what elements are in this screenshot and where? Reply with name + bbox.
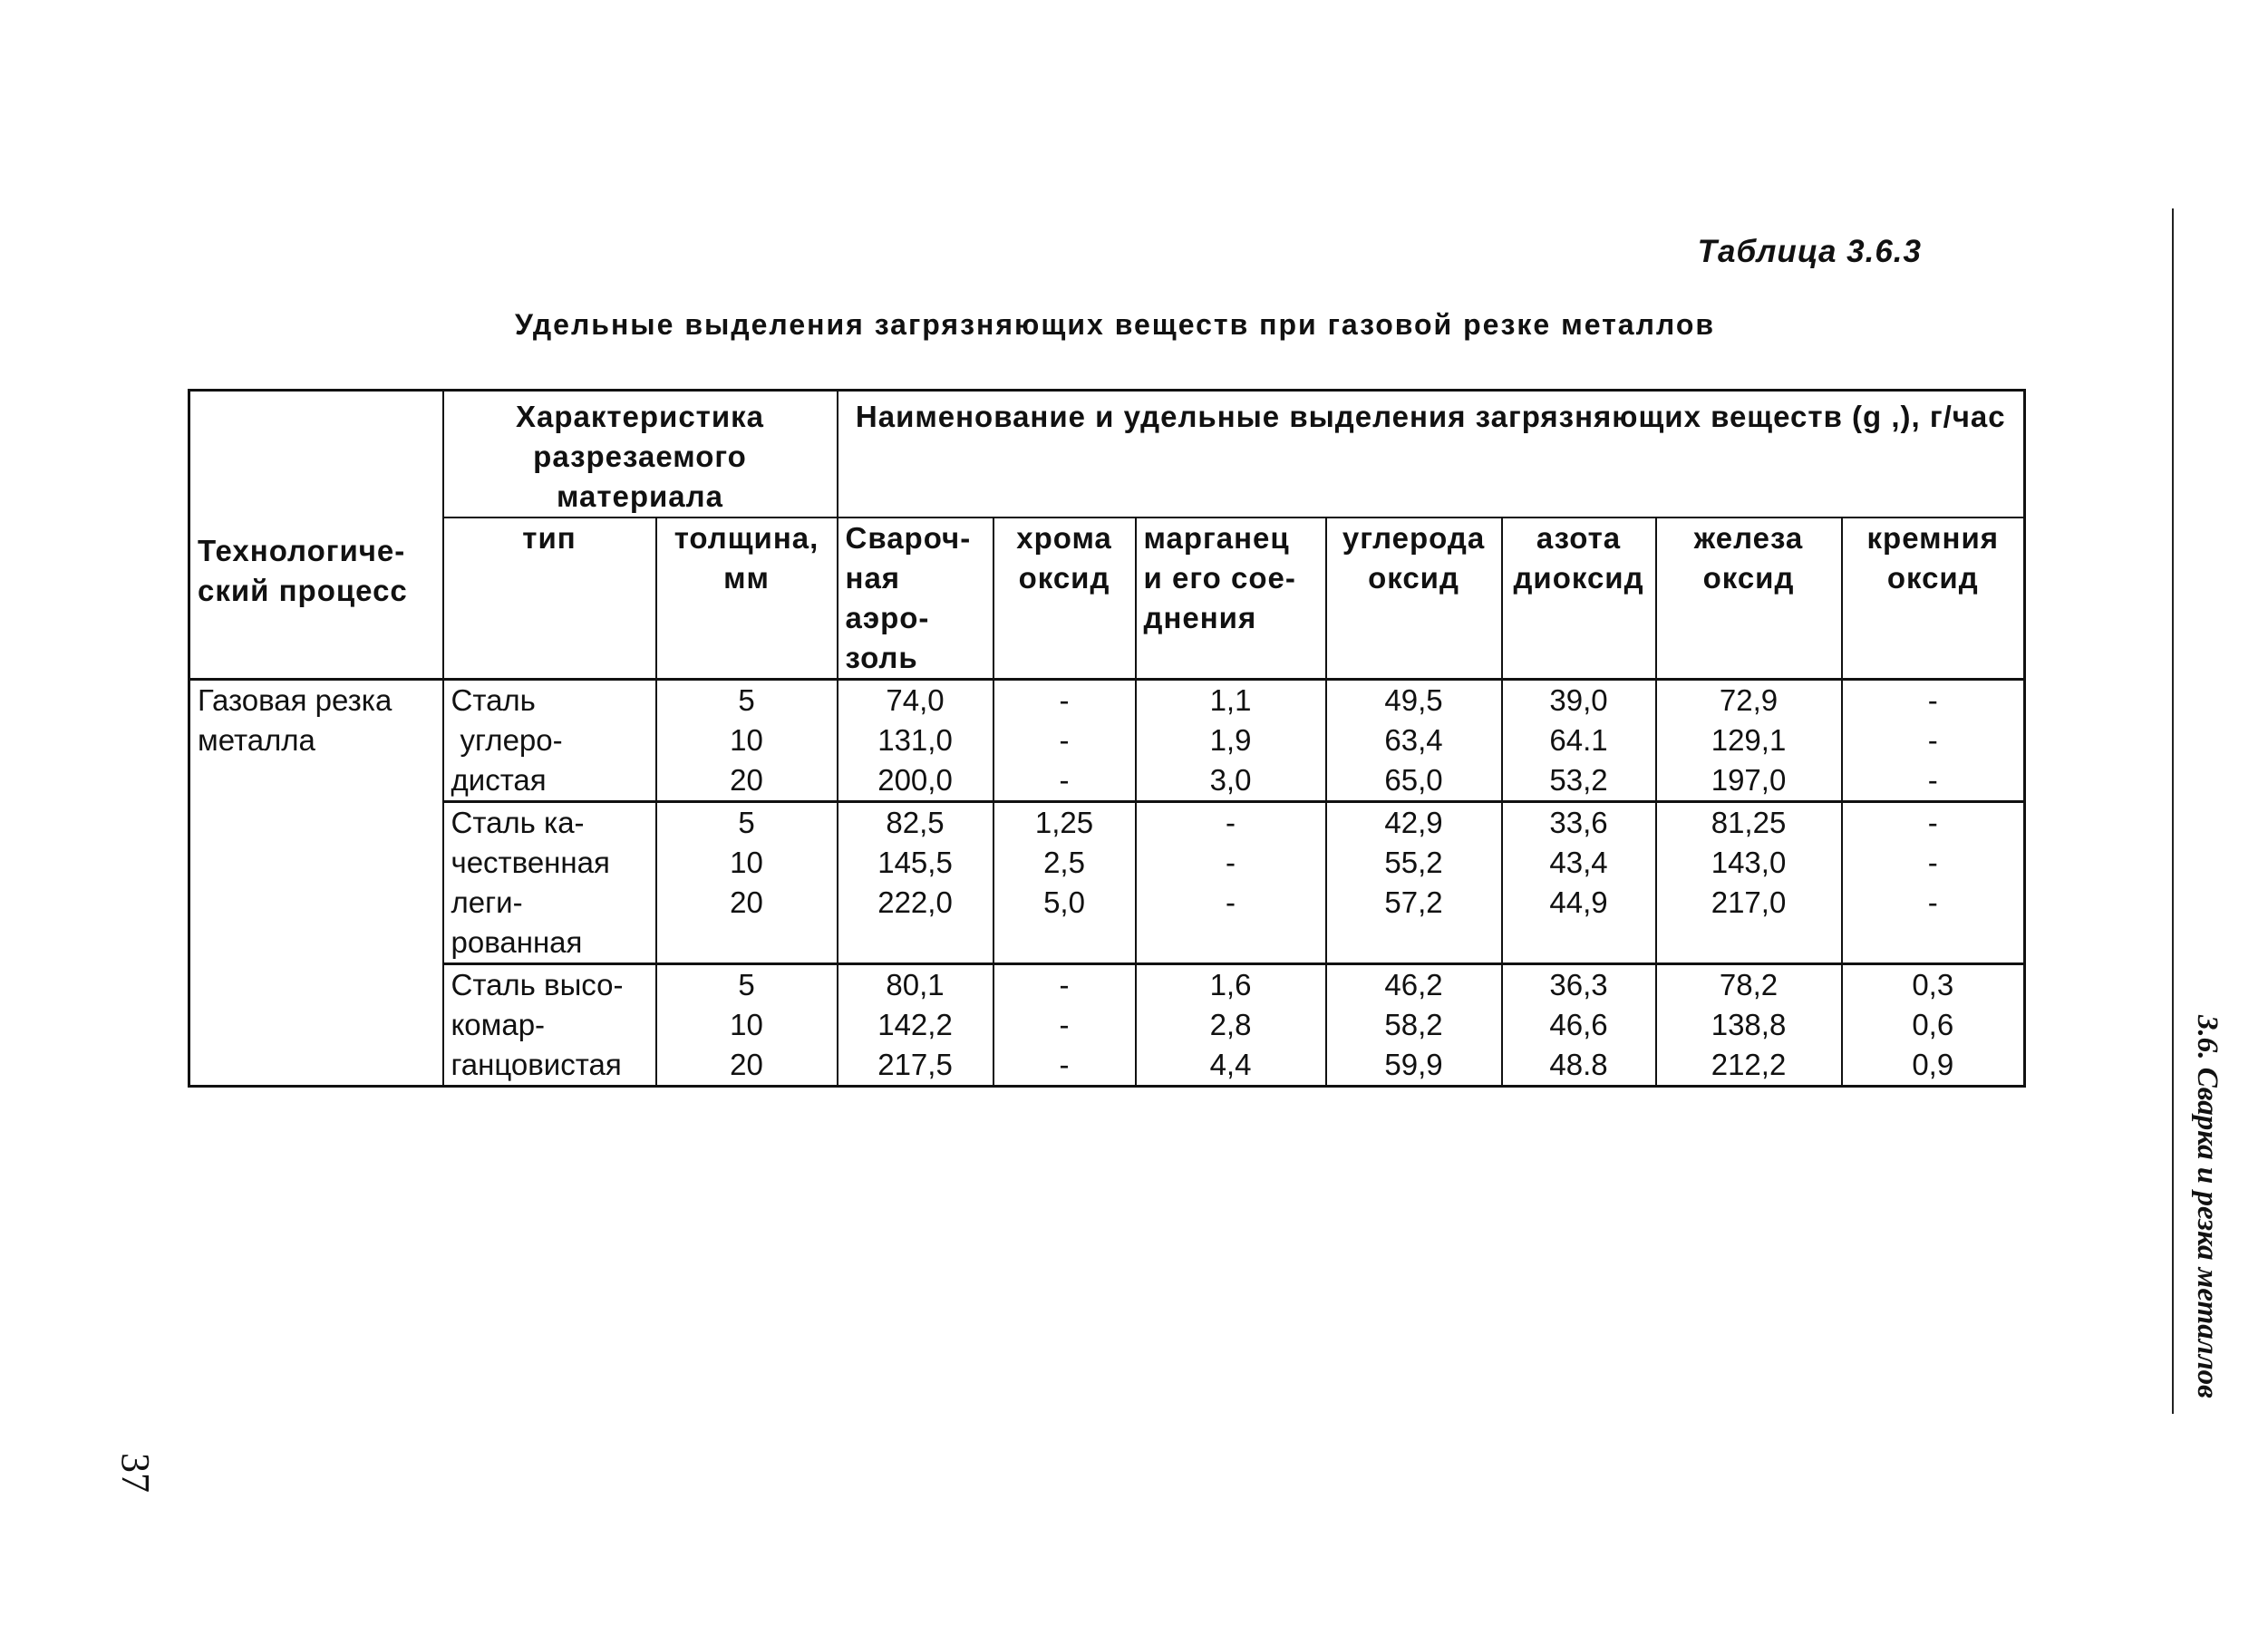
aerosol-cell: 80,1 [838, 964, 993, 1006]
silicon-cell: - [1842, 883, 2025, 964]
aerosol-cell: 222,0 [838, 883, 993, 964]
nitrogen-cell: 33,6 [1502, 802, 1656, 844]
silicon-cell: - [1842, 760, 2025, 802]
material-line: дистая [443, 760, 656, 802]
thickness-cell: 5 [656, 680, 838, 721]
material-line: Сталь [443, 680, 656, 721]
side-margin-rule [2172, 208, 2174, 1414]
iron-cell: 78,2 [1656, 964, 1842, 1006]
manganese-cell: 4,4 [1136, 1045, 1326, 1087]
header-manganese: марганец и его сое-днения [1136, 517, 1326, 680]
manganese-cell: 1,6 [1136, 964, 1326, 1006]
header-nitrogen: азота диоксид [1502, 517, 1656, 680]
manganese-cell: 3,0 [1136, 760, 1326, 802]
chromium-cell: 5,0 [993, 883, 1136, 964]
iron-cell: 143,0 [1656, 843, 1842, 883]
silicon-cell: 0,9 [1842, 1045, 2025, 1087]
nitrogen-cell: 43,4 [1502, 843, 1656, 883]
thickness-cell: 5 [656, 802, 838, 844]
thickness-cell: 20 [656, 883, 838, 964]
silicon-cell: - [1842, 843, 2025, 883]
table-title: Удельные выделения загрязняющих веществ при газовой резке металлов [514, 308, 1716, 341]
carbon-cell: 63,4 [1326, 721, 1502, 760]
thickness-cell: 20 [656, 1045, 838, 1087]
page-number: 37 [113, 1453, 158, 1493]
silicon-cell: - [1842, 721, 2025, 760]
chromium-cell: - [993, 680, 1136, 721]
header-chromium: хрома оксид [993, 517, 1136, 680]
carbon-cell: 49,5 [1326, 680, 1502, 721]
aerosol-cell: 142,2 [838, 1005, 993, 1045]
header-process: Технологиче-ский процесс [189, 391, 443, 680]
nitrogen-cell: 46,6 [1502, 1005, 1656, 1045]
nitrogen-cell: 48.8 [1502, 1045, 1656, 1087]
header-carbon: углерода оксид [1326, 517, 1502, 680]
header-silicon: кремния оксид [1842, 517, 2025, 680]
material-line: рованная [451, 925, 583, 959]
nitrogen-cell: 36,3 [1502, 964, 1656, 1006]
aerosol-cell: 131,0 [838, 721, 993, 760]
nitrogen-cell: 39,0 [1502, 680, 1656, 721]
silicon-cell: 0,6 [1842, 1005, 2025, 1045]
aerosol-cell: 74,0 [838, 680, 993, 721]
iron-cell: 217,0 [1656, 883, 1842, 964]
aerosol-cell: 82,5 [838, 802, 993, 844]
chromium-cell: - [993, 964, 1136, 1006]
thickness-cell: 5 [656, 964, 838, 1006]
carbon-cell: 57,2 [1326, 883, 1502, 964]
carbon-cell: 55,2 [1326, 843, 1502, 883]
thickness-cell: 10 [656, 843, 838, 883]
carbon-cell: 59,9 [1326, 1045, 1502, 1087]
manganese-cell: 2,8 [1136, 1005, 1326, 1045]
silicon-cell: 0,3 [1842, 964, 2025, 1006]
material-line: углеро- [443, 721, 656, 760]
process-cell: Газовая резка металла [189, 680, 443, 1087]
running-header: 3.6. Сварка и резка металлов [2191, 1015, 2224, 1398]
material-line: чественная [443, 843, 656, 883]
chromium-cell: - [993, 1045, 1136, 1087]
iron-cell: 81,25 [1656, 802, 1842, 844]
silicon-cell: - [1842, 802, 2025, 844]
chromium-cell: 2,5 [993, 843, 1136, 883]
material-line: леги- [451, 885, 523, 919]
chromium-cell: 1,25 [993, 802, 1136, 844]
aerosol-cell: 145,5 [838, 843, 993, 883]
header-thickness: толщина, мм [656, 517, 838, 680]
header-material-group: Характеристика разрезаемого материала [443, 391, 838, 518]
header-emission-group: Наименование и удельные выделения загрязняющих веществ (g ,), г/час [838, 391, 2025, 518]
manganese-cell: - [1136, 883, 1326, 964]
chromium-cell: - [993, 721, 1136, 760]
header-aerosol: Свароч-ная аэро-золь [838, 517, 993, 680]
manganese-cell: 1,9 [1136, 721, 1326, 760]
thickness-cell: 10 [656, 721, 838, 760]
material-line [443, 883, 656, 964]
material-line: комар- [443, 1005, 656, 1045]
material-line: Сталь высо- [443, 964, 656, 1006]
thickness-cell: 20 [656, 760, 838, 802]
carbon-cell: 65,0 [1326, 760, 1502, 802]
iron-cell: 212,2 [1656, 1045, 1842, 1087]
aerosol-cell: 217,5 [838, 1045, 993, 1087]
nitrogen-cell: 53,2 [1502, 760, 1656, 802]
carbon-cell: 46,2 [1326, 964, 1502, 1006]
material-line: ганцовистая [443, 1045, 656, 1087]
aerosol-cell: 200,0 [838, 760, 993, 802]
iron-cell: 197,0 [1656, 760, 1842, 802]
manganese-cell: 1,1 [1136, 680, 1326, 721]
manganese-cell: - [1136, 802, 1326, 844]
carbon-cell: 58,2 [1326, 1005, 1502, 1045]
manganese-cell: - [1136, 843, 1326, 883]
carbon-cell: 42,9 [1326, 802, 1502, 844]
header-iron: железа оксид [1656, 517, 1842, 680]
nitrogen-cell: 64.1 [1502, 721, 1656, 760]
header-type: тип [443, 517, 656, 680]
material-line: Сталь ка- [443, 802, 656, 844]
emissions-table [188, 389, 2026, 1088]
thickness-cell: 10 [656, 1005, 838, 1045]
nitrogen-cell: 44,9 [1502, 883, 1656, 964]
chromium-cell: - [993, 760, 1136, 802]
iron-cell: 129,1 [1656, 721, 1842, 760]
chromium-cell: - [993, 1005, 1136, 1045]
iron-cell: 138,8 [1656, 1005, 1842, 1045]
table-number: Таблица 3.6.3 [1697, 234, 1922, 269]
iron-cell: 72,9 [1656, 680, 1842, 721]
silicon-cell: - [1842, 680, 2025, 721]
